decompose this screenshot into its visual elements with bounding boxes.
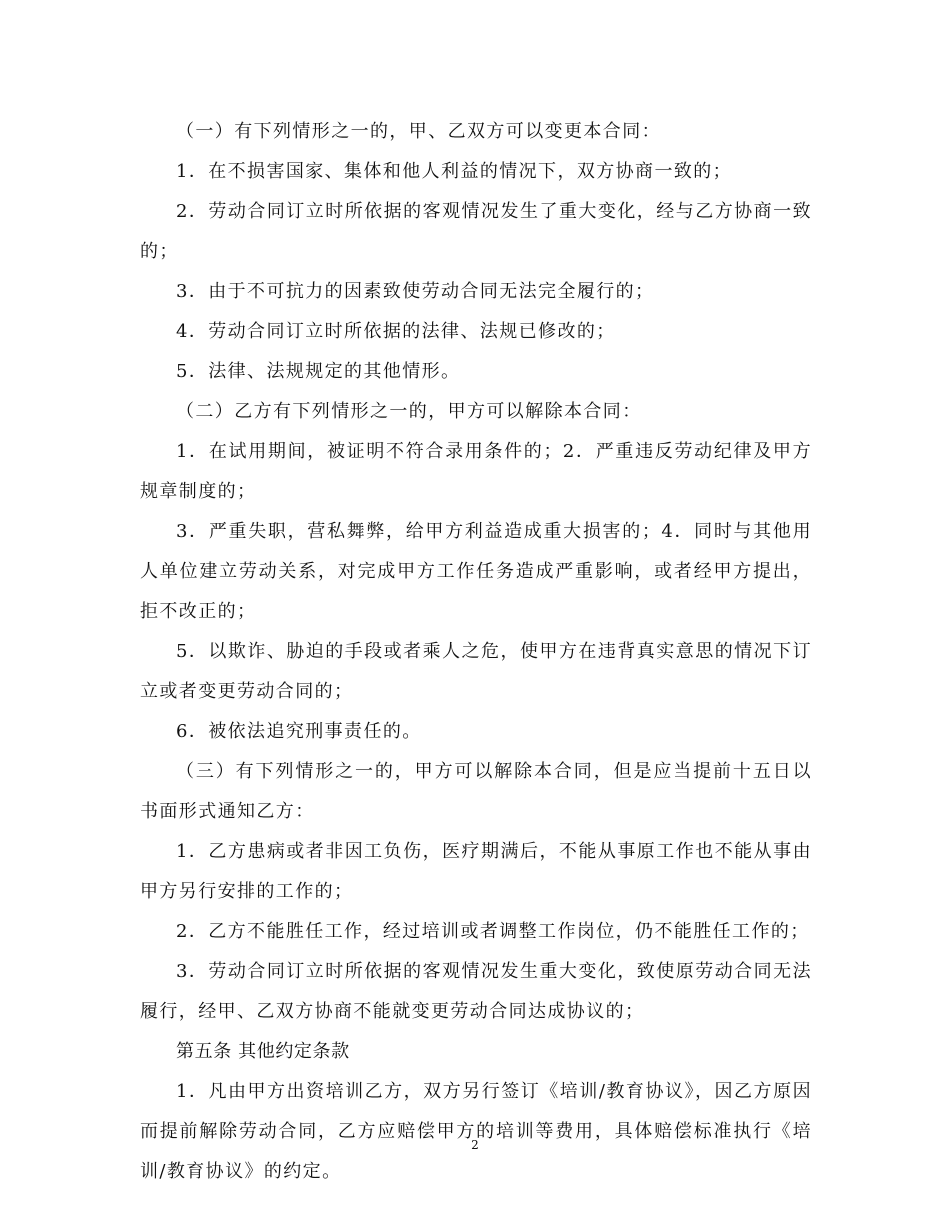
- clause-item: 2．乙方不能胜任工作，经过培训或者调整工作岗位，仍不能胜任工作的；: [176, 921, 810, 942]
- clause-item: 1．在试用期间，被证明不符合录用条件的；2．严重违反劳动纪律及甲方规章制度的；: [140, 441, 812, 502]
- clause-item: 3．严重失职，营私舞弊，给甲方利益造成重大损害的；4．同时与其他用人单位建立劳动关系，对完成甲方工作任务造成严重影响，或者经甲方提出，拒不改正的；: [140, 521, 812, 622]
- document-body: [140, 112, 812, 1192]
- clause-item: 2．劳动合同订立时所依据的客观情况发生了重大变化，经与乙方协商一致的；: [140, 201, 812, 262]
- article-heading: 第五条 其他约定条款: [176, 1041, 350, 1062]
- clause-item: 3．劳动合同订立时所依据的客观情况发生重大变化，致使原劳动合同无法履行，经甲、乙双方协商不能就变更劳动合同达成协议的；: [140, 961, 812, 1022]
- clause-item: 3．由于不可抗力的因素致使劳动合同无法完全履行的；: [176, 281, 655, 302]
- page-number: 2: [471, 1138, 479, 1152]
- clause-item: 4．劳动合同订立时所依据的法律、法规已修改的；: [176, 321, 616, 342]
- clause-heading-3: （三）有下列情形之一的，甲方可以解除本合同，但是应当提前十五日以书面形式通知乙方：: [140, 761, 812, 822]
- clause-item: 1．凡由甲方出资培训乙方，双方另行签订《培训/教育协议》，因乙方原因而提前解除劳动合同，乙方应赔偿甲方的培训等费用，具体赔偿标准执行《培训/教育协议》的约定。: [140, 1081, 812, 1182]
- clause-item: 5．法律、法规规定的其他情形。: [176, 361, 461, 382]
- clause-heading-2: （二）乙方有下列情形之一的，甲方可以解除本合同：: [176, 401, 642, 422]
- clause-item: 1．乙方患病或者非因工负伤，医疗期满后，不能从事原工作也不能从事由甲方另行安排的工作的；: [140, 841, 812, 902]
- clause-heading-1: （一）有下列情形之一的，甲、乙双方可以变更本合同：: [176, 121, 661, 142]
- clause-item: 5．以欺诈、胁迫的手段或者乘人之危，使甲方在违背真实意思的情况下订立或者变更劳动合同的；: [140, 641, 812, 702]
- clause-item: 1．在不损害国家、集体和他人利益的情况下，双方协商一致的；: [176, 161, 733, 182]
- clause-item: 6．被依法追究刑事责任的。: [176, 721, 422, 742]
